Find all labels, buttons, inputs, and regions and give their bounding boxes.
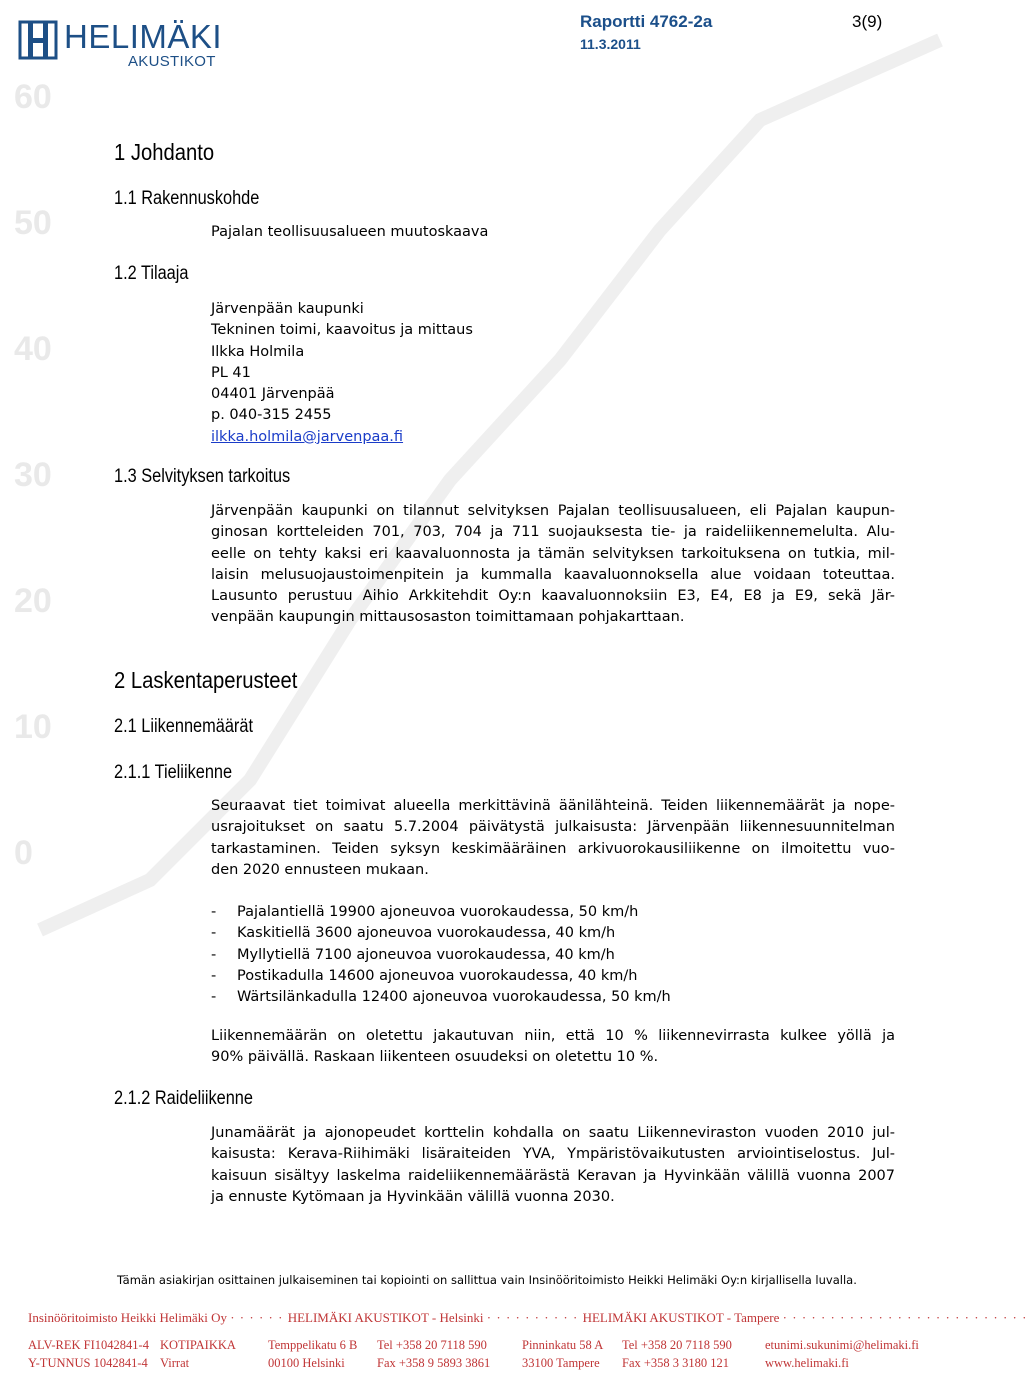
client-line: Tekninen toimi, kaavoitus ja mittaus: [211, 322, 473, 339]
paragraph-line: Järvenpään kaupunki on tilannut selvityksen Pajalan teollisuusalueen, eli Pajalan kaupun-: [211, 503, 895, 519]
client-line: p. 040-315 2455: [211, 407, 332, 424]
watermark-tick-label: 0: [14, 834, 33, 872]
list-item: - Postikadulla 14600 ajoneuvoa vuorokaudessa, 40 km/h: [211, 967, 638, 984]
page-number: 3(9): [852, 12, 883, 31]
footer-divider: · · · · · · · · · · · · · · · · · · · · · · · · · ·: [782, 1310, 1027, 1325]
client-line: 04401 Järvenpää: [211, 386, 335, 403]
footer-ytunnus: Y-TUNNUS 1042841-4: [28, 1356, 148, 1370]
paragraph-line: den 2020 ennusteen mukaan.: [211, 861, 429, 878]
section-1-2-heading: 1.2 Tilaaja: [114, 263, 189, 284]
client-line: PL 41: [211, 364, 251, 381]
footer-web[interactable]: www.helimaki.fi: [765, 1356, 849, 1370]
footer-company-line: [28, 1310, 1027, 1326]
paragraph-line: eelle on tehty kaksi eri kaavaluonnosta ja tämän selvityksen tarkoituksena on tutkia, mil-: [211, 545, 895, 562]
section-2-1-1-paragraph: [211, 796, 895, 881]
section-1-3-heading: 1.3 Selvityksen tarkoitus: [114, 466, 291, 487]
footer-tre-tel: Tel +358 20 7118 590: [622, 1338, 732, 1352]
paragraph-line: venpään kaupungin mittausosaston toimittamaan pohjakarttaan.: [211, 609, 685, 626]
logo-mark-icon: [18, 20, 58, 60]
section-2-1-2-heading: 2.1.2 Raideliikenne: [114, 1088, 253, 1109]
paragraph-line: Seuraavat tiet toimivat alueella merkittävinä äänilähteinä. Teiden liikennemäärät ja nope-: [211, 798, 895, 814]
section-2-heading: 2 Laskentaperusteet: [114, 667, 298, 693]
watermark-tick-label: 60: [14, 78, 52, 116]
watermark-tick-label: 50: [14, 204, 52, 242]
paragraph-line: 90% päivällä. Raskaan liikenteen osuudeksi on oletettu 10 %.: [211, 1049, 659, 1066]
footer-divider: · · · · · · · · · ·: [486, 1310, 583, 1325]
watermark-tick-label: 30: [14, 456, 52, 494]
client-address: [211, 299, 473, 448]
footer-hki-city: 00100 Helsinki: [268, 1356, 345, 1370]
footer-virrat: Virrat: [160, 1356, 190, 1370]
report-number: Raportti 4762-2a: [580, 12, 713, 31]
section-1-heading: 1 Johdanto: [114, 139, 215, 165]
paragraph-line: ja ennuste Kytömaan ja Hyvinkään välillä vuonna 2030.: [211, 1188, 615, 1205]
section-2-1-2-paragraph: [211, 1123, 895, 1208]
paragraph-line: kaisusta: Kerava-Riihimäki lisäraiteiden YVA, Ympäristövaikutusten arviointiselostus. Jul-: [211, 1146, 895, 1163]
footer-tre-fax: Fax +358 3 3180 121: [622, 1356, 730, 1370]
section-1-3-paragraph: [211, 501, 895, 629]
footer-divider: · · · · · ·: [230, 1310, 288, 1325]
logo-subtitle: AKUSTIKOT: [128, 53, 216, 70]
section-2-1-heading: 2.1 Liikennemäärät: [114, 716, 253, 737]
company-logo: [18, 18, 223, 70]
paragraph-line: kaisuun sisältyy laskelma raideliikennemäärästä Keravan ja Hyvinkään välillä vuonna 2007: [211, 1167, 895, 1184]
logo-name: HELIMÄKI: [64, 18, 223, 55]
footer-email[interactable]: etunimi.sukunimi@helimaki.fi: [765, 1338, 919, 1352]
watermark-tick-label: 10: [14, 708, 52, 746]
road-traffic-list: [211, 902, 671, 1008]
footer-kotipaikka: KOTIPAIKKA: [160, 1338, 236, 1352]
list-item: - Wärtsilänkadulla 12400 ajoneuvoa vuorokaudessa, 50 km/h: [211, 989, 671, 1006]
footer-hki-fax: Fax +358 9 5893 3861: [377, 1356, 491, 1370]
paragraph-line: Junamäärät ja ajonopeudet korttelin kohdalla on saatu Liikenneviraston vuoden 2010 jul-: [211, 1125, 895, 1141]
footer-hki-street: Temppelikatu 6 B: [268, 1338, 358, 1352]
footer-office-helsinki: HELIMÄKI AKUSTIKOT - Helsinki: [287, 1310, 484, 1325]
report-date: 11.3.2011: [580, 36, 641, 52]
list-item: - Myllytiellä 7100 ajoneuvoa vuorokaudessa, 40 km/h: [211, 946, 615, 963]
watermark-tick-label: 20: [14, 582, 52, 620]
paragraph-line: Lausunto perustuu Aihio Arkkitehdit Oy:n kaavaluonnoksiin E3, E4, E8 ja E9, sekä Jär-: [211, 588, 895, 605]
footer-office-tampere: HELIMÄKI AKUSTIKOT - Tampere: [582, 1310, 780, 1325]
footer-hki-tel: Tel +358 20 7118 590: [377, 1338, 487, 1352]
footer-tre-city: 33100 Tampere: [522, 1356, 600, 1370]
traffic-distribution-paragraph: [211, 1026, 895, 1069]
paragraph-line: ginosan kortteleiden 701, 703, 704 ja 711 suojauksesta tie- ja raideliikennemelulta. Alu-: [211, 524, 895, 541]
copyright-disclaimer: Tämän asiakirjan osittainen julkaiseminen tai kopiointi on sallittua vain Insinööritoimisto Heikki Helimäki Oy:n kirjallisella luvalla.: [117, 1273, 857, 1287]
list-item: - Pajalantiellä 19900 ajoneuvoa vuorokaudessa, 50 km/h: [211, 904, 639, 920]
project-name: Pajalan teollisuusalueen muutoskaava: [211, 224, 489, 240]
paragraph-line: usrajoitukset on saatu 5.7.2004 päivätystä julkaisusta: Järvenpään liikennesuunnitelman: [211, 819, 895, 836]
client-line: Ilkka Holmila: [211, 343, 305, 360]
footer-tre-street: Pinninkatu 58 A: [522, 1338, 604, 1352]
paragraph-line: tarkastaminen. Teiden syksyn keskimääräinen arkivuorokausiliikenne on ilmoitettu vuo-: [211, 840, 895, 857]
list-item: - Kaskitiellä 3600 ajoneuvoa vuorokaudessa, 40 km/h: [211, 925, 616, 942]
client-email-link[interactable]: ilkka.holmila@jarvenpaa.fi: [211, 428, 404, 445]
section-1-1-heading: 1.1 Rakennuskohde: [114, 188, 260, 209]
section-2-1-1-heading: 2.1.1 Tieliikenne: [114, 762, 233, 783]
paragraph-line: laisin melusuojaustoimenpitein ja kummalla kaavaluonnoksella alue voidaan toteuttaa.: [211, 566, 895, 583]
paragraph-line: Liikennemäärän on oletettu jakautuvan niin, että 10 % liikennevirrasta kulkee yöllä ja: [211, 1028, 895, 1044]
footer-company: Insinööritoimisto Heikki Helimäki Oy: [28, 1310, 227, 1325]
client-line: Järvenpään kaupunki: [211, 301, 364, 317]
footer-alv: ALV-REK FI1042841-4: [28, 1338, 149, 1352]
watermark-tick-label: 40: [14, 330, 52, 368]
